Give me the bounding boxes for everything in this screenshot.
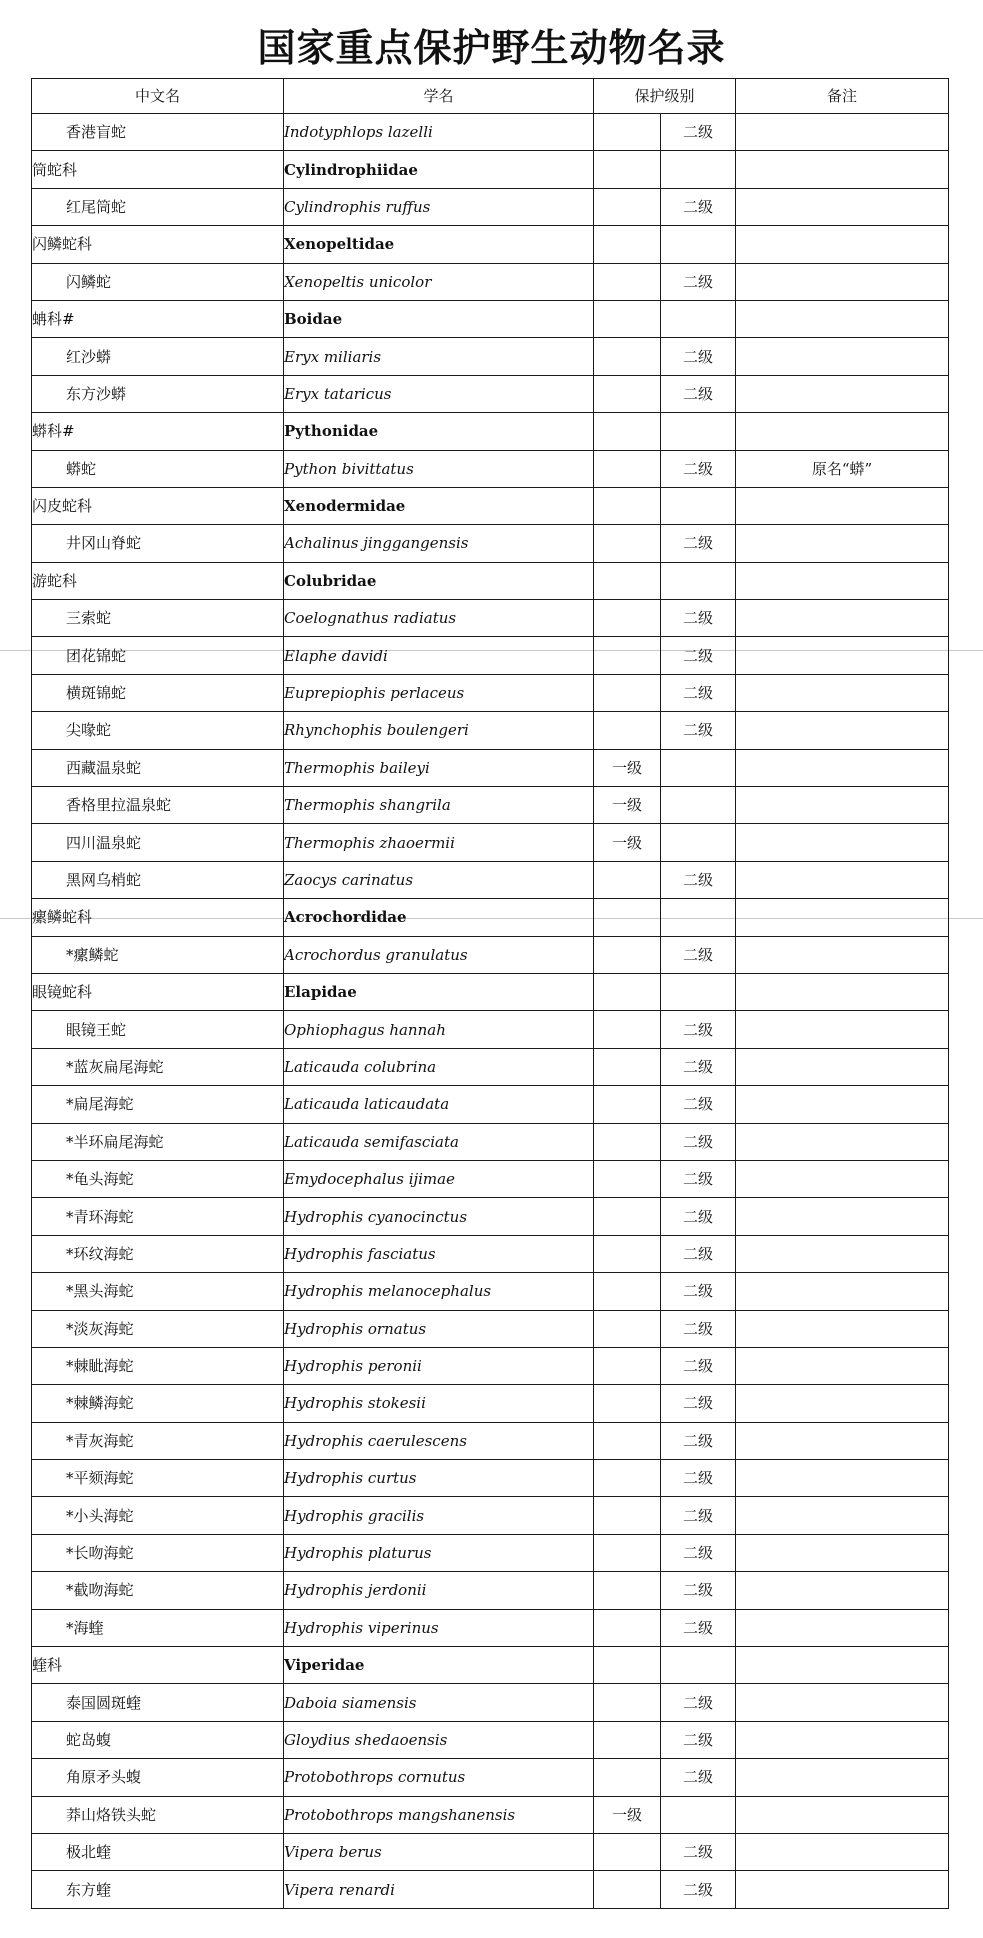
header-chinese-name: 中文名: [32, 79, 284, 114]
level-2-cell: [661, 562, 736, 599]
level-2-cell: 二级: [661, 263, 736, 300]
chinese-name-cell: 西藏温泉蛇: [32, 749, 284, 786]
species-row: [32, 114, 949, 151]
scientific-name-cell: Cylindrophis ruffus: [284, 188, 594, 225]
level-1-cell: [594, 1759, 661, 1796]
chinese-name-cell: 闪鳞蛇科: [32, 226, 284, 263]
level-1-cell: 一级: [594, 787, 661, 824]
species-row: [32, 1160, 949, 1197]
species-row: [32, 600, 949, 637]
level-2-cell: 二级: [661, 1310, 736, 1347]
species-row: [32, 1609, 949, 1646]
species-row: [32, 1460, 949, 1497]
scientific-name-cell: Daboia siamensis: [284, 1684, 594, 1721]
remarks-cell: [736, 151, 949, 188]
chinese-name-cell: *截吻海蛇: [32, 1572, 284, 1609]
remarks-cell: 原名“蟒”: [736, 450, 949, 487]
remarks-cell: [736, 188, 949, 225]
scientific-name-cell: Laticauda laticaudata: [284, 1086, 594, 1123]
scientific-name-cell: Hydrophis fasciatus: [284, 1235, 594, 1272]
scientific-name-cell: Laticauda colubrina: [284, 1048, 594, 1085]
remarks-cell: [736, 1310, 949, 1347]
scientific-name-cell: Thermophis baileyi: [284, 749, 594, 786]
chinese-name-cell: 闪鳞蛇: [32, 263, 284, 300]
scientific-name-cell: Protobothrops mangshanensis: [284, 1796, 594, 1833]
scientific-name-cell: Cylindrophiidae: [284, 151, 594, 188]
remarks-cell: [736, 1235, 949, 1272]
chinese-name-cell: 红尾筒蛇: [32, 188, 284, 225]
scientific-name-cell: Achalinus jinggangensis: [284, 525, 594, 562]
level-2-cell: 二级: [661, 1833, 736, 1870]
scientific-name-cell: Python bivittatus: [284, 450, 594, 487]
chinese-name-cell: 眼镜王蛇: [32, 1011, 284, 1048]
level-2-cell: 二级: [661, 600, 736, 637]
level-2-cell: 二级: [661, 450, 736, 487]
species-row: [32, 188, 949, 225]
species-row: [32, 1198, 949, 1235]
level-2-cell: 二级: [661, 1011, 736, 1048]
chinese-name-cell: 团花锦蛇: [32, 637, 284, 674]
scientific-name-cell: Indotyphlops lazelli: [284, 114, 594, 151]
scientific-name-cell: Hydrophis melanocephalus: [284, 1273, 594, 1310]
remarks-cell: [736, 1198, 949, 1235]
species-row: [32, 1347, 949, 1384]
species-row: [32, 1871, 949, 1908]
scientific-name-cell: Hydrophis platurus: [284, 1534, 594, 1571]
remarks-cell: [736, 1684, 949, 1721]
level-1-cell: [594, 1647, 661, 1684]
remarks-cell: [736, 1721, 949, 1758]
level-2-cell: 二级: [661, 1160, 736, 1197]
level-2-cell: 二级: [661, 188, 736, 225]
chinese-name-cell: *淡灰海蛇: [32, 1310, 284, 1347]
family-row: [32, 151, 949, 188]
level-1-cell: [594, 1235, 661, 1272]
chinese-name-cell: *棘眦海蛇: [32, 1347, 284, 1384]
remarks-cell: [736, 487, 949, 524]
level-1-cell: [594, 1273, 661, 1310]
remarks-cell: [736, 562, 949, 599]
level-1-cell: [594, 1460, 661, 1497]
level-2-cell: 二级: [661, 1759, 736, 1796]
scientific-name-cell: Ophiophagus hannah: [284, 1011, 594, 1048]
chinese-name-cell: 红沙蟒: [32, 338, 284, 375]
level-2-cell: [661, 749, 736, 786]
scientific-name-cell: Viperidae: [284, 1647, 594, 1684]
chinese-name-cell: 蝰科: [32, 1647, 284, 1684]
level-2-cell: 二级: [661, 375, 736, 412]
remarks-cell: [736, 1086, 949, 1123]
level-1-cell: [594, 1385, 661, 1422]
level-2-cell: 二级: [661, 1385, 736, 1422]
level-1-cell: [594, 973, 661, 1010]
level-2-cell: 二级: [661, 1721, 736, 1758]
remarks-cell: [736, 413, 949, 450]
level-2-cell: 二级: [661, 1123, 736, 1160]
level-2-cell: 二级: [661, 637, 736, 674]
chinese-name-cell: *半环扁尾海蛇: [32, 1123, 284, 1160]
remarks-cell: [736, 1011, 949, 1048]
scientific-name-cell: Emydocephalus ijimae: [284, 1160, 594, 1197]
chinese-name-cell: *平颏海蛇: [32, 1460, 284, 1497]
chinese-name-cell: *青灰海蛇: [32, 1422, 284, 1459]
chinese-name-cell: 四川温泉蛇: [32, 824, 284, 861]
remarks-cell: [736, 226, 949, 263]
remarks-cell: [736, 600, 949, 637]
scientific-name-cell: Thermophis shangrila: [284, 787, 594, 824]
header-scientific-name: 学名: [284, 79, 594, 114]
chinese-name-cell: *扁尾海蛇: [32, 1086, 284, 1123]
chinese-name-cell: 三索蛇: [32, 600, 284, 637]
species-row: [32, 1422, 949, 1459]
chinese-name-cell: 泰国圆斑蝰: [32, 1684, 284, 1721]
remarks-cell: [736, 1347, 949, 1384]
species-row: [32, 712, 949, 749]
remarks-cell: [736, 1385, 949, 1422]
remarks-cell: [736, 1871, 949, 1908]
level-1-cell: [594, 1721, 661, 1758]
remarks-cell: [736, 1048, 949, 1085]
remarks-cell: [736, 712, 949, 749]
chinese-name-cell: 闪皮蛇科: [32, 487, 284, 524]
remarks-cell: [736, 1273, 949, 1310]
chinese-name-cell: 香港盲蛇: [32, 114, 284, 151]
species-row: [32, 1048, 949, 1085]
chinese-name-cell: 尖喙蛇: [32, 712, 284, 749]
species-row: [32, 338, 949, 375]
level-2-cell: 二级: [661, 1198, 736, 1235]
species-row: [32, 1684, 949, 1721]
level-1-cell: [594, 899, 661, 936]
level-2-cell: [661, 226, 736, 263]
chinese-name-cell: 井冈山脊蛇: [32, 525, 284, 562]
scientific-name-cell: Acrochordus granulatus: [284, 936, 594, 973]
level-1-cell: [594, 1422, 661, 1459]
chinese-name-cell: 极北蝰: [32, 1833, 284, 1870]
table-header-row: [32, 79, 949, 114]
level-2-cell: [661, 787, 736, 824]
remarks-cell: [736, 1123, 949, 1160]
scientific-name-cell: Eryx miliaris: [284, 338, 594, 375]
chinese-name-cell: 蛇岛蝮: [32, 1721, 284, 1758]
level-2-cell: 二级: [661, 1534, 736, 1571]
level-1-cell: [594, 1684, 661, 1721]
level-1-cell: [594, 1497, 661, 1534]
chinese-name-cell: *瘰鳞蛇: [32, 936, 284, 973]
scientific-name-cell: Hydrophis ornatus: [284, 1310, 594, 1347]
species-row: [32, 1759, 949, 1796]
species-row: [32, 1796, 949, 1833]
family-row: [32, 562, 949, 599]
level-1-cell: [594, 861, 661, 898]
scientific-name-cell: Protobothrops cornutus: [284, 1759, 594, 1796]
scientific-name-cell: Colubridae: [284, 562, 594, 599]
level-1-cell: [594, 188, 661, 225]
level-1-cell: [594, 1572, 661, 1609]
scientific-name-cell: Gloydius shedaoensis: [284, 1721, 594, 1758]
scientific-name-cell: Hydrophis gracilis: [284, 1497, 594, 1534]
species-row: [32, 1721, 949, 1758]
level-2-cell: [661, 300, 736, 337]
level-2-cell: 二级: [661, 1871, 736, 1908]
level-1-cell: [594, 413, 661, 450]
chinese-name-cell: *海蝰: [32, 1609, 284, 1646]
species-row: [32, 1385, 949, 1422]
scientific-name-cell: Acrochordidae: [284, 899, 594, 936]
level-1-cell: [594, 1011, 661, 1048]
level-2-cell: 二级: [661, 1460, 736, 1497]
family-row: [32, 487, 949, 524]
scientific-name-cell: Thermophis zhaoermii: [284, 824, 594, 861]
level-2-cell: [661, 413, 736, 450]
species-row: [32, 1086, 949, 1123]
remarks-cell: [736, 1497, 949, 1534]
remarks-cell: [736, 114, 949, 151]
chinese-name-cell: *棘鳞海蛇: [32, 1385, 284, 1422]
species-row: [32, 674, 949, 711]
species-row: [32, 375, 949, 412]
remarks-cell: [736, 1759, 949, 1796]
chinese-name-cell: 香格里拉温泉蛇: [32, 787, 284, 824]
remarks-cell: [736, 375, 949, 412]
chinese-name-cell: 蟒科#: [32, 413, 284, 450]
chinese-name-cell: 东方沙蟒: [32, 375, 284, 412]
level-1-cell: [594, 338, 661, 375]
level-1-cell: [594, 600, 661, 637]
remarks-cell: [736, 674, 949, 711]
remarks-cell: [736, 899, 949, 936]
scientific-name-cell: Hydrophis viperinus: [284, 1609, 594, 1646]
chinese-name-cell: *蓝灰扁尾海蛇: [32, 1048, 284, 1085]
scientific-name-cell: Hydrophis cyanocinctus: [284, 1198, 594, 1235]
level-1-cell: [594, 936, 661, 973]
level-1-cell: [594, 1534, 661, 1571]
family-row: [32, 973, 949, 1010]
table-body: [32, 114, 949, 1909]
remarks-cell: [736, 525, 949, 562]
species-row: [32, 263, 949, 300]
level-1-cell: [594, 114, 661, 151]
species-row: [32, 1123, 949, 1160]
scientific-name-cell: Hydrophis peronii: [284, 1347, 594, 1384]
species-row: [32, 824, 949, 861]
level-1-cell: [594, 525, 661, 562]
species-row: [32, 637, 949, 674]
species-row: [32, 525, 949, 562]
level-1-cell: [594, 151, 661, 188]
scientific-name-cell: Elaphe davidi: [284, 637, 594, 674]
level-2-cell: [661, 1796, 736, 1833]
species-row: [32, 1235, 949, 1272]
page-title: 国家重点保护野生动物名录: [257, 25, 726, 70]
level-1-cell: [594, 1048, 661, 1085]
remarks-cell: [736, 300, 949, 337]
family-row: [32, 899, 949, 936]
level-2-cell: 二级: [661, 712, 736, 749]
chinese-name-cell: 蟒蛇: [32, 450, 284, 487]
family-row: [32, 413, 949, 450]
remarks-cell: [736, 861, 949, 898]
scientific-name-cell: Boidae: [284, 300, 594, 337]
chinese-name-cell: 莽山烙铁头蛇: [32, 1796, 284, 1833]
level-2-cell: 二级: [661, 861, 736, 898]
scientific-name-cell: Pythonidae: [284, 413, 594, 450]
species-row: [32, 1572, 949, 1609]
species-row: [32, 861, 949, 898]
remarks-cell: [736, 1422, 949, 1459]
level-1-cell: [594, 562, 661, 599]
level-1-cell: [594, 263, 661, 300]
scientific-name-cell: Elapidae: [284, 973, 594, 1010]
remarks-cell: [736, 1572, 949, 1609]
level-1-cell: [594, 1871, 661, 1908]
level-1-cell: [594, 1123, 661, 1160]
scientific-name-cell: Rhynchophis boulengeri: [284, 712, 594, 749]
level-2-cell: [661, 899, 736, 936]
scientific-name-cell: Coelognathus radiatus: [284, 600, 594, 637]
remarks-cell: [736, 973, 949, 1010]
chinese-name-cell: *长吻海蛇: [32, 1534, 284, 1571]
chinese-name-cell: 游蛇科: [32, 562, 284, 599]
scientific-name-cell: Euprepiophis perlaceus: [284, 674, 594, 711]
level-1-cell: 一级: [594, 749, 661, 786]
header-remarks: 备注: [736, 79, 949, 114]
remarks-cell: [736, 749, 949, 786]
level-2-cell: 二级: [661, 1273, 736, 1310]
level-1-cell: [594, 1347, 661, 1384]
remarks-cell: [736, 637, 949, 674]
protected-animals-table: [31, 78, 949, 1909]
level-1-cell: [594, 226, 661, 263]
level-2-cell: 二级: [661, 1347, 736, 1384]
remarks-cell: [736, 1647, 949, 1684]
species-row: [32, 1011, 949, 1048]
level-2-cell: [661, 824, 736, 861]
level-2-cell: 二级: [661, 1422, 736, 1459]
remarks-cell: [736, 1833, 949, 1870]
species-row: [32, 1497, 949, 1534]
level-2-cell: 二级: [661, 1235, 736, 1272]
level-1-cell: [594, 450, 661, 487]
chinese-name-cell: 东方蝰: [32, 1871, 284, 1908]
species-row: [32, 1310, 949, 1347]
remarks-cell: [736, 1609, 949, 1646]
level-2-cell: [661, 1647, 736, 1684]
scientific-name-cell: Laticauda semifasciata: [284, 1123, 594, 1160]
level-1-cell: [594, 1833, 661, 1870]
level-1-cell: 一级: [594, 824, 661, 861]
level-2-cell: 二级: [661, 1572, 736, 1609]
remarks-cell: [736, 1160, 949, 1197]
scientific-name-cell: Vipera berus: [284, 1833, 594, 1870]
level-1-cell: [594, 637, 661, 674]
level-1-cell: [594, 1086, 661, 1123]
species-row: [32, 1273, 949, 1310]
level-2-cell: [661, 973, 736, 1010]
scientific-name-cell: Eryx tataricus: [284, 375, 594, 412]
family-row: [32, 226, 949, 263]
level-2-cell: 二级: [661, 1497, 736, 1534]
level-2-cell: 二级: [661, 1048, 736, 1085]
level-2-cell: [661, 151, 736, 188]
remarks-cell: [736, 787, 949, 824]
header-protection-level: 保护级别: [594, 79, 736, 114]
scientific-name-cell: Xenopeltis unicolor: [284, 263, 594, 300]
level-1-cell: [594, 1160, 661, 1197]
level-2-cell: 二级: [661, 1684, 736, 1721]
level-1-cell: 一级: [594, 1796, 661, 1833]
scientific-name-cell: Vipera renardi: [284, 1871, 594, 1908]
species-row: [32, 787, 949, 824]
family-row: [32, 300, 949, 337]
chinese-name-cell: *小头海蛇: [32, 1497, 284, 1534]
level-1-cell: [594, 674, 661, 711]
species-row: [32, 936, 949, 973]
level-2-cell: [661, 487, 736, 524]
remarks-cell: [736, 263, 949, 300]
level-2-cell: 二级: [661, 1609, 736, 1646]
level-1-cell: [594, 1310, 661, 1347]
level-1-cell: [594, 1609, 661, 1646]
level-2-cell: 二级: [661, 674, 736, 711]
scientific-name-cell: Xenodermidae: [284, 487, 594, 524]
family-row: [32, 1647, 949, 1684]
chinese-name-cell: 角原矛头蝮: [32, 1759, 284, 1796]
level-1-cell: [594, 487, 661, 524]
chinese-name-cell: *黑头海蛇: [32, 1273, 284, 1310]
chinese-name-cell: 眼镜蛇科: [32, 973, 284, 1010]
chinese-name-cell: 蚺科#: [32, 300, 284, 337]
scientific-name-cell: Hydrophis jerdonii: [284, 1572, 594, 1609]
level-2-cell: 二级: [661, 1086, 736, 1123]
chinese-name-cell: *青环海蛇: [32, 1198, 284, 1235]
remarks-cell: [736, 1796, 949, 1833]
scientific-name-cell: Zaocys carinatus: [284, 861, 594, 898]
remarks-cell: [736, 1534, 949, 1571]
scientific-name-cell: Hydrophis caerulescens: [284, 1422, 594, 1459]
species-row: [32, 1833, 949, 1870]
chinese-name-cell: *龟头海蛇: [32, 1160, 284, 1197]
level-1-cell: [594, 712, 661, 749]
species-row: [32, 749, 949, 786]
chinese-name-cell: 横斑锦蛇: [32, 674, 284, 711]
scientific-name-cell: Xenopeltidae: [284, 226, 594, 263]
scientific-name-cell: Hydrophis stokesii: [284, 1385, 594, 1422]
scientific-name-cell: Hydrophis curtus: [284, 1460, 594, 1497]
species-row: [32, 450, 949, 487]
remarks-cell: [736, 824, 949, 861]
level-1-cell: [594, 375, 661, 412]
level-2-cell: 二级: [661, 936, 736, 973]
chinese-name-cell: 瘰鳞蛇科: [32, 899, 284, 936]
remarks-cell: [736, 338, 949, 375]
level-1-cell: [594, 300, 661, 337]
remarks-cell: [736, 1460, 949, 1497]
level-2-cell: 二级: [661, 338, 736, 375]
chinese-name-cell: 筒蛇科: [32, 151, 284, 188]
chinese-name-cell: *环纹海蛇: [32, 1235, 284, 1272]
remarks-cell: [736, 936, 949, 973]
level-1-cell: [594, 1198, 661, 1235]
species-row: [32, 1534, 949, 1571]
level-2-cell: 二级: [661, 525, 736, 562]
level-2-cell: 二级: [661, 114, 736, 151]
chinese-name-cell: 黑网乌梢蛇: [32, 861, 284, 898]
